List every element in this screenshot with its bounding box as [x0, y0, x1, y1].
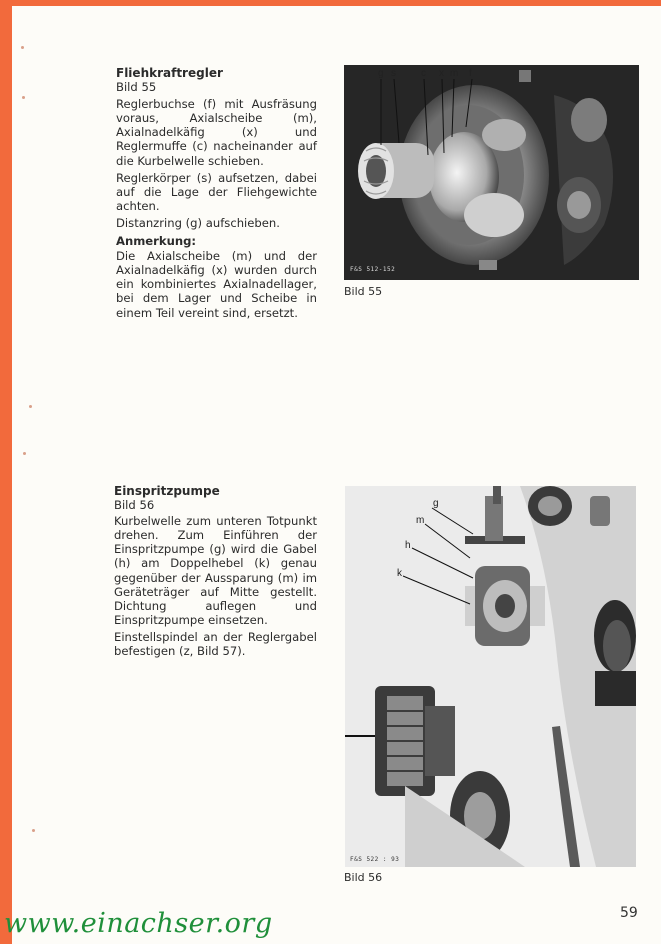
figure-reference: Bild 55 — [116, 80, 157, 95]
speck — [29, 405, 32, 408]
note-text: Die Axialscheibe (m) und der Axialnadelkäfig (x) wurden durch ein kombiniertes Axialnadellager, bei dem Lager und Scheibe in einem Teil vereint sind, ersetzt. — [116, 249, 317, 320]
paragraph: Distanzring (g) aufschieben. — [116, 215, 280, 230]
figure-label: m — [450, 68, 459, 79]
figure-reference: Bild 56 — [114, 498, 155, 513]
figure-bild-55-photo — [344, 65, 639, 280]
left-color-stripe — [0, 0, 12, 944]
paragraph: Kurbelwelle zum unteren Totpunkt drehen. Zum Einführen der Einspritzpumpe (g) wird die Gabel (h) am Doppelhebel (k) genau gegenüber der Aussparung (m) im Geräteträger auf Mitte gestellt. Dichtung auflegen und Einspritzpumpe einsetzen. — [114, 514, 317, 627]
figure-label: g — [378, 68, 384, 79]
figure-label: m — [416, 515, 425, 526]
section-title: Fliehkraftregler — [116, 66, 223, 80]
speck — [32, 829, 35, 832]
paragraph: Reglerbuchse (f) mit Ausfräsung voraus, Axialscheibe (m), Axialnadelkäfig (x) und Reglermuffe (c) nacheinander auf die Kurbelwelle schieben. — [116, 97, 317, 168]
figure-label: f — [469, 68, 472, 79]
figure-label: s — [391, 68, 396, 79]
figure-caption: Bild 56 — [344, 871, 383, 884]
paragraph: Reglerkörper (s) aufsetzen, dabei auf die Lage der Fliehgewichte achten. — [116, 170, 317, 213]
figure-caption: Bild 55 — [344, 285, 383, 298]
page-number: 59 — [620, 905, 638, 921]
website-url[interactable]: www.einachser.org — [4, 908, 273, 939]
figure-label: c — [421, 68, 426, 79]
figure-bild-56-photo — [345, 486, 636, 867]
figure-label: k — [397, 568, 402, 579]
section-title: Einspritzpumpe — [114, 484, 220, 498]
speck — [23, 452, 26, 455]
figure-code: F&S 522 : 93 — [350, 856, 400, 863]
speck — [21, 46, 24, 49]
figure-label: h — [405, 540, 411, 551]
paragraph: Einstellspindel an der Reglergabel befestigen (z, Bild 57). — [114, 629, 317, 659]
figure-code: F&S 512-152 — [350, 266, 396, 273]
section-fliehkraftregler — [116, 66, 317, 320]
note-title: Anmerkung: — [116, 234, 197, 249]
speck — [22, 96, 25, 99]
figure-label: x — [439, 68, 444, 79]
section-einspritzpumpe — [114, 484, 317, 658]
figure-label: g — [433, 498, 439, 509]
